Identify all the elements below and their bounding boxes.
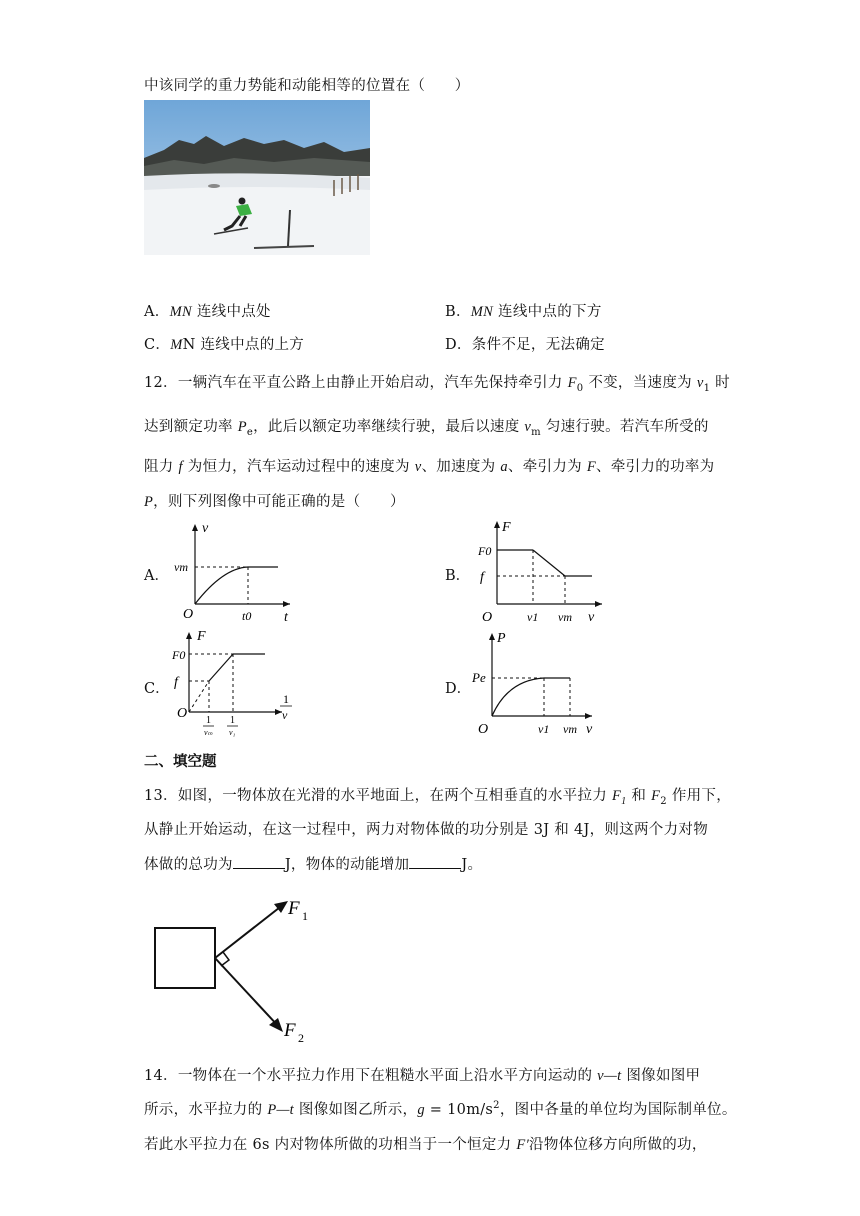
axis-label-1-over-v-den: v (282, 708, 288, 722)
text: 为恒力，汽车运动过程中的速度为 (182, 459, 415, 475)
text: 作用下， (666, 788, 732, 804)
sub: 1 (703, 382, 711, 394)
axis-label-F: F (502, 520, 511, 535)
graph-b[interactable] (470, 518, 610, 626)
graph-a[interactable] (168, 520, 298, 625)
sub: m (531, 426, 541, 438)
axis-label-P: P (497, 631, 506, 646)
tick-1-over-vm-den: vₘ (204, 728, 213, 737)
var-n: N (182, 337, 196, 353)
tick-1-over-v1-den: v₁ (229, 728, 236, 737)
origin: O (183, 607, 194, 622)
force-diagram (150, 890, 330, 1050)
ski-photo (144, 100, 370, 255)
var-mn: MN (169, 304, 192, 320)
q12-option-c-label[interactable]: C． (144, 681, 170, 697)
text: J。 (461, 857, 483, 873)
text: 阻力 (144, 459, 179, 475)
axis-label-t: t (284, 610, 288, 625)
sub: e (246, 426, 254, 438)
q13-line2: 从静止开始运动，在这一过程中，两力对物体做的功分别是 3J 和 4J，则这两个力对物 (144, 822, 708, 838)
tick-f: f (480, 570, 484, 585)
q11-stem: 中该同学的重力势能和动能相等的位置在（ ） (144, 78, 470, 94)
text: 图像如图乙所示， (294, 1102, 418, 1118)
q12-line3 (144, 455, 714, 476)
option-text: 条件不足，无法确定 (471, 337, 605, 353)
text: = 10m/s (424, 1102, 494, 1118)
text: 12．一辆汽车在平直公路上由静止开始启动，汽车先保持牵引力 (144, 375, 568, 391)
var-pt: P—t (267, 1102, 294, 1118)
tick-vm: vm (558, 610, 572, 624)
var-v: v (414, 459, 422, 475)
label-f1: F (288, 898, 300, 919)
tick-v1: v1 (538, 722, 550, 736)
var-p: P (144, 494, 154, 510)
text: 、加速度为 (421, 459, 501, 475)
axis-label-v: v (202, 521, 209, 536)
label-f2-sub: 2 (298, 1031, 304, 1045)
graph-c[interactable] (168, 630, 308, 742)
var-a: a (500, 459, 508, 475)
q11-option-a[interactable] (144, 300, 271, 321)
axis-label-1-over-v-num: 1 (283, 692, 289, 706)
var-mn: MN (470, 304, 494, 320)
option-letter: C． (144, 337, 171, 353)
var-vm: v (524, 419, 532, 435)
tick-vm: vm (174, 560, 188, 574)
text: 、牵引力的功率为 (596, 459, 715, 475)
q13-line1 (144, 784, 731, 807)
var-v1: v (696, 375, 704, 391)
q11-option-c[interactable] (144, 333, 304, 354)
label-f2: F (284, 1020, 296, 1041)
tick-v1: v1 (527, 610, 539, 624)
q14-line2 (144, 1098, 737, 1119)
q12-option-d-label[interactable]: D． (445, 681, 472, 697)
text: 图像如图甲 (621, 1068, 701, 1084)
q12-option-b-label[interactable]: B． (445, 568, 471, 584)
label-f1-sub: 1 (302, 909, 308, 923)
text: 体做的总功为 (144, 857, 233, 873)
tick-f: f (174, 675, 178, 690)
text: 、牵引力为 (507, 459, 587, 475)
text: ，图中各量的单位均为国际制单位。 (499, 1102, 737, 1118)
text: 所示，水平拉力的 (144, 1102, 268, 1118)
text: 达到额定功率 (144, 419, 238, 435)
var-f0: F (567, 375, 577, 391)
var-m: M (170, 337, 183, 353)
tick-pe: Pe (472, 670, 486, 685)
var-fprime: F′ (516, 1137, 530, 1153)
axis-label-v: v (588, 610, 595, 625)
option-letter: D． (445, 337, 472, 353)
graph-d[interactable] (470, 630, 610, 740)
text: 不变，当速度为 (583, 375, 697, 391)
option-text: 连线中点的上方 (195, 337, 305, 353)
var-pe: P (237, 419, 247, 435)
text: 13．如图，一物体放在光滑的水平地面上，在两个互相垂直的水平拉力 (144, 788, 612, 804)
option-letter: A． (144, 304, 170, 320)
sub: 1 (621, 795, 627, 807)
q12-line2 (144, 415, 709, 438)
q12-line1 (144, 371, 730, 394)
sup: 2 (493, 1100, 500, 1112)
q11-option-d[interactable] (445, 333, 605, 354)
var-f2: F (651, 788, 661, 804)
option-letter: B． (445, 304, 471, 320)
q14-line1 (144, 1064, 700, 1085)
option-text: 连线中点的下方 (493, 304, 602, 320)
axis-label-F: F (197, 630, 206, 644)
origin: O (177, 706, 188, 721)
text: 和 (626, 788, 652, 804)
option-text: 连线中点处 (191, 304, 271, 320)
var-f: f (178, 459, 183, 475)
answer-blank-2[interactable] (409, 856, 461, 869)
q11-option-b[interactable] (445, 300, 602, 321)
origin: O (482, 610, 493, 625)
sub: 2 (660, 795, 667, 807)
section-title: 二、填空题 (144, 754, 217, 770)
var-g: g (417, 1102, 425, 1118)
origin: O (478, 722, 489, 737)
text: ，此后以额定功率继续行驶，最后以速度 (253, 419, 525, 435)
tick-vm: vm (563, 722, 577, 736)
q12-line4 (144, 490, 405, 511)
answer-blank-1[interactable] (233, 856, 285, 869)
var-f1: F (611, 788, 622, 804)
tick-f0: F0 (478, 544, 492, 558)
tick-1-over-vm-num: 1 (206, 715, 211, 726)
text: 匀速行驶。若汽车所受的 (540, 419, 709, 435)
var-vt: v—t (597, 1068, 622, 1084)
text: ，则下列图像中可能正确的是（ ） (153, 494, 405, 510)
axis-label-v: v (586, 722, 593, 737)
text: J，物体的动能增加 (284, 857, 410, 873)
var-F: F (586, 459, 597, 475)
q14-line3 (144, 1133, 707, 1154)
tick-1-over-v1-num: 1 (230, 715, 235, 726)
tick-f0: F0 (172, 648, 186, 662)
text: 14．一物体在一个水平拉力作用下在粗糙水平面上沿水平方向运动的 (144, 1068, 598, 1084)
q12-option-a-label[interactable]: A． (144, 568, 169, 584)
sub: 0 (576, 382, 584, 394)
text: 时 (710, 375, 730, 391)
text: 沿物体位移方向所做的功， (529, 1137, 707, 1153)
tick-t0: t0 (242, 609, 252, 623)
q13-line3 (144, 853, 482, 874)
text: 若此水平拉力在 6s 内对物体所做的功相当于一个恒定力 (144, 1137, 517, 1153)
